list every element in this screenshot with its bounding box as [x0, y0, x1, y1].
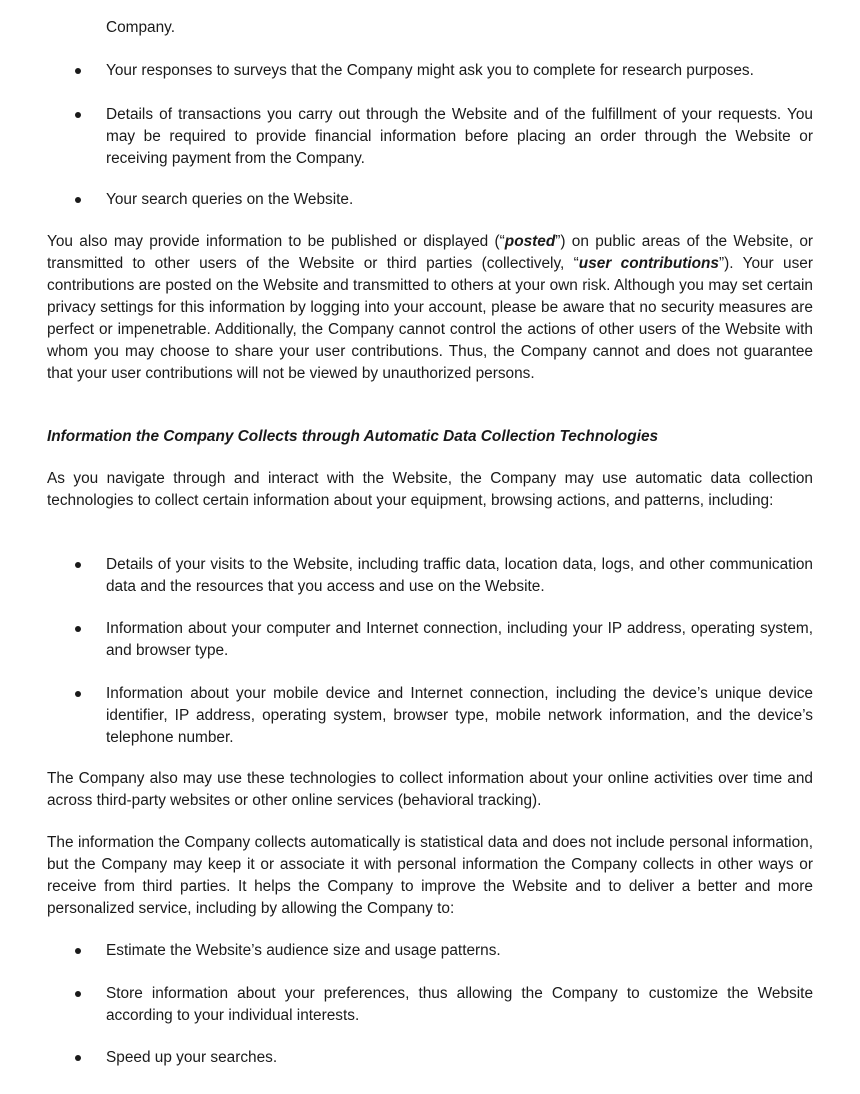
bullet-icon [75, 991, 81, 997]
paragraph-text: ”). Your user contributions are posted on the Website and transmitted to others at your own risk. Although you may set certain privacy settings for this information by logging into your account, please be aware that no security measures are perfect or impenetrable. Additionally, the Company cannot control the actions of other users of the Website with whom you may choose to share your user contributions. Thus, the Company cannot and does not guarantee that your user contributions will not be viewed by unauthorized persons. [47, 255, 813, 382]
bullet-icon [75, 1055, 81, 1061]
bullet-icon [75, 68, 81, 74]
bullet-icon [75, 691, 81, 697]
paragraph-automatic-collection: As you navigate through and interact with the Website, the Company may use automatic data collection technologies to collect certain information about your equipment, browsing actions, and patterns, including: [47, 470, 813, 509]
list-item-text: Details of your visits to the Website, including traffic data, location data, logs, and other communication data and the resources that you access and use on the Website. [106, 556, 813, 595]
paragraph-text: You also may provide information to be published or displayed (“ [47, 233, 505, 250]
list-item-text: Your search queries on the Website. [106, 191, 354, 208]
defined-term: posted [504, 233, 556, 250]
bullet-icon [75, 562, 81, 568]
list-item-text: Company. [106, 19, 176, 36]
section-heading: Information the Company Collects through Automatic Data Collection Technologies [47, 428, 659, 445]
bullet-icon [75, 626, 81, 632]
list-item-text: Your responses to surveys that the Company might ask you to complete for research purposes. [106, 62, 754, 79]
list-item-text: Speed up your searches. [106, 1049, 278, 1066]
bullet-icon [75, 197, 81, 203]
bullet-icon [75, 948, 81, 954]
defined-term: user contributions [578, 255, 719, 272]
paragraph-behavioral-tracking: The Company also may use these technologies to collect information about your online activities over time and across third-party websites or other online services (behavioral tracking). [47, 770, 813, 809]
list-item-text: Estimate the Website’s audience size and usage patterns. [106, 942, 501, 959]
paragraph-user-contributions [47, 231, 813, 385]
bullet-icon [75, 112, 81, 118]
list-item-text: Details of transactions you carry out through the Website and of the fulfillment of your requests. You may be required to provide financial information before placing an order through the Website or receiving payment from the Company. [106, 106, 813, 167]
paragraph-text: ”) on public areas of the Website, or transmitted to other users of the Website or third parties (collectively, “ [47, 233, 813, 272]
paragraph-statistical-data: The information the Company collects automatically is statistical data and does not include personal information, but the Company may keep it or associate it with personal information the Company collects in other ways or receive from third parties. It helps the Company to improve the Website and to deliver a better and more personalized service, including by allowing the Company to: [47, 834, 813, 917]
list-item-text: Store information about your preferences, thus allowing the Company to customize the Website according to your individual interests. [106, 985, 813, 1024]
list-item-text: Information about your computer and Internet connection, including your IP address, operating system, and browser type. [106, 620, 813, 659]
list-item-text: Information about your mobile device and Internet connection, including the device’s unique device identifier, IP address, operating system, browser type, mobile network information, and the device’s telephone number. [106, 685, 813, 746]
